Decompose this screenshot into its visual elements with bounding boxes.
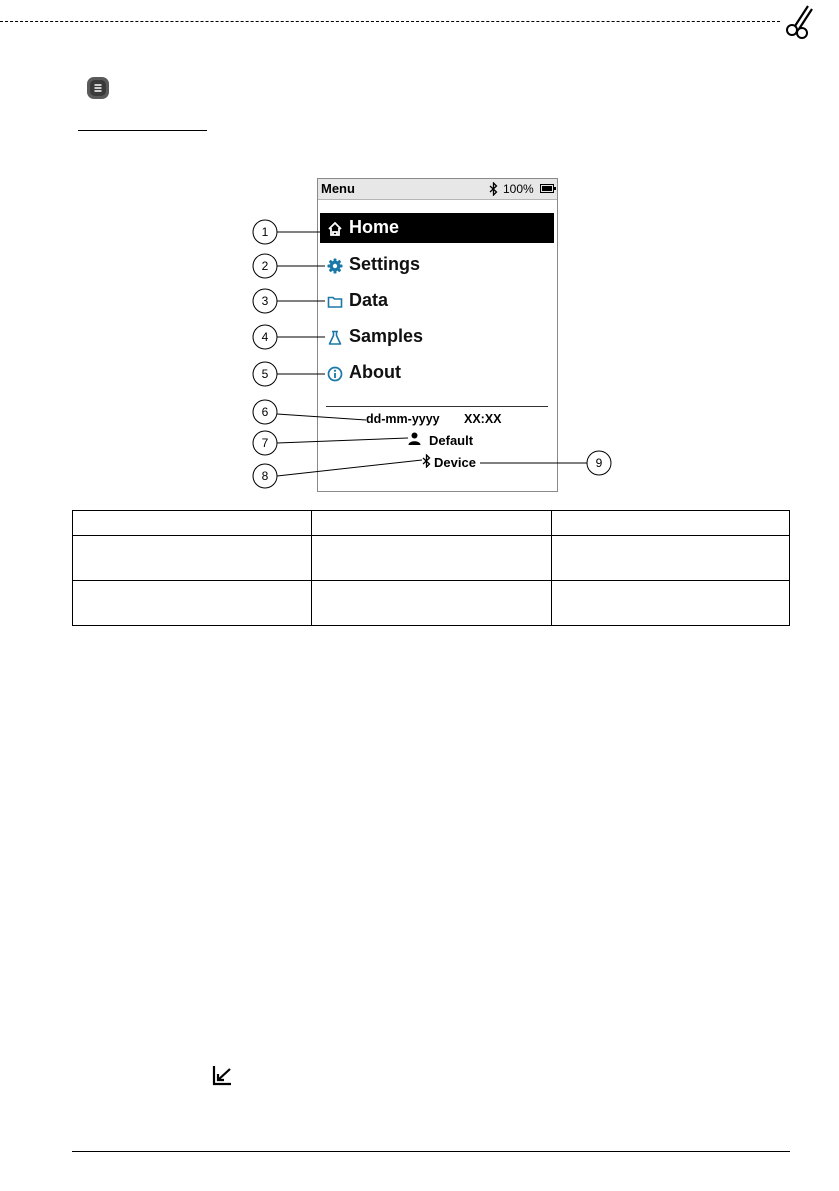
table-cell [73,536,312,581]
callout-number: 5 [261,367,269,381]
section-heading-rule [78,130,207,131]
device-screen [317,178,558,492]
callout-number: 7 [261,436,269,450]
table-row [73,581,790,626]
battery-icon [540,184,554,193]
date-display: dd-mm-yyyy [366,412,440,426]
menu-item-data[interactable] [320,286,554,316]
menu-key-icon [86,76,110,100]
table-cell [73,511,312,536]
cut-line [0,21,780,22]
folder-icon [327,294,343,310]
table-cell [552,581,790,626]
callout-number: 6 [261,405,269,419]
table-cell [552,511,790,536]
home-icon [327,221,343,237]
menu-item-samples[interactable] [320,322,554,352]
callout-number: 2 [261,259,269,273]
menu-item-label: Data [349,290,389,310]
status-bar [318,179,557,200]
menu-item-label: Settings [349,254,421,274]
callout-number: 4 [261,330,269,344]
flask-icon [327,330,343,346]
device-name: Device [434,455,476,470]
status-title: Menu [321,181,355,196]
callout-number: 9 [595,456,603,470]
trend-down-left-icon [212,1064,232,1086]
user-name: Default [429,433,474,448]
menu-item-label: Home [349,217,400,237]
menu-item-label: About [349,362,401,382]
screen-divider [326,406,548,407]
info-icon [327,366,343,382]
callout-number: 3 [261,294,269,308]
callout-number: 1 [261,225,269,239]
time-display: XX:XX [464,412,502,426]
table-cell [312,581,552,626]
table-cell [312,536,552,581]
table-cell [552,536,790,581]
table-row [73,536,790,581]
battery-percent: 100% [503,182,534,196]
table-cell [73,581,312,626]
footer-rule [72,1151,790,1152]
bluetooth-icon [489,182,498,196]
scissors-icon [782,3,818,39]
legend-table [72,510,790,626]
menu-item-label: Samples [349,326,424,346]
menu-item-about[interactable] [320,358,554,388]
bluetooth-icon [422,454,431,468]
user-icon [408,432,421,445]
menu-item-settings[interactable] [320,250,554,280]
table-cell [312,511,552,536]
menu-item-home[interactable] [320,213,554,243]
callout-number: 8 [261,469,269,483]
gear-icon [327,258,343,274]
table-header-row [73,511,790,536]
